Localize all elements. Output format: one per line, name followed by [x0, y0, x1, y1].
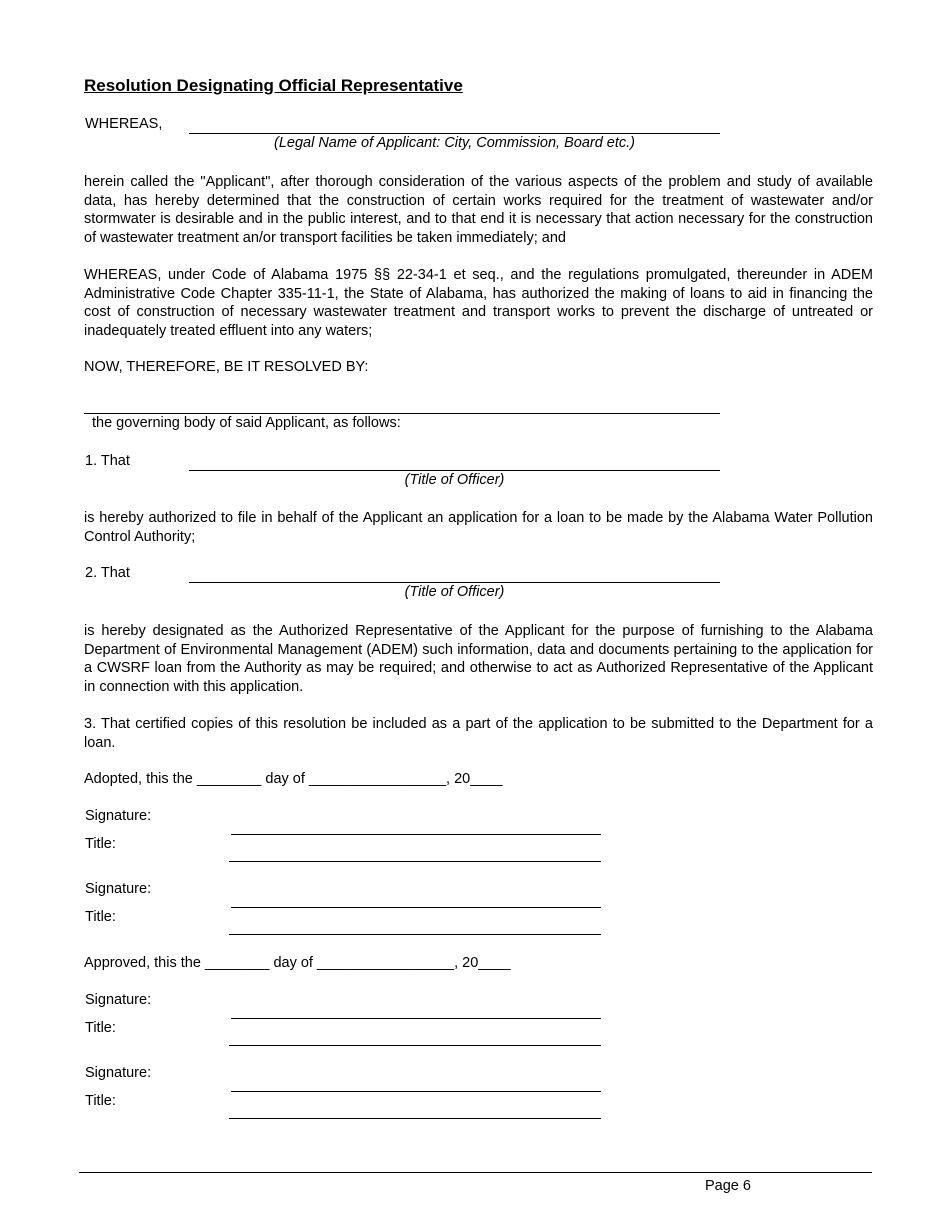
signature-label: Signature: [85, 1065, 152, 1081]
officer1-line[interactable] [189, 470, 720, 471]
applicant-name-line[interactable] [189, 133, 720, 134]
adopted-line: Adopted, this the ________ day of _________________, 20____ [84, 771, 503, 787]
signature-line[interactable] [231, 1091, 601, 1092]
whereas-label: WHEREAS, [85, 116, 163, 132]
title-line[interactable] [229, 1045, 601, 1046]
title-line[interactable] [229, 861, 601, 862]
footer-divider [79, 1172, 872, 1173]
item1-label: 1. That [85, 453, 130, 469]
item2-label: 2. That [85, 565, 130, 581]
signature-label: Signature: [85, 808, 152, 824]
paragraph-designated: is hereby designated as the Authorized Representative of the Applicant for the purpose of furnishing to the Alabama Department of Environmental Management (ADEM) such information, data and documents pertaining to the application for a CWSRF loan from the Authority as may be required; and otherwise to act as Authorized Representative of the Applicant in connection with this application. [84, 623, 873, 695]
title-line[interactable] [229, 1118, 601, 1119]
officer2-line[interactable] [189, 582, 720, 583]
resolved-heading: NOW, THEREFORE, BE IT RESOLVED BY: [84, 359, 369, 375]
page-title: Resolution Designating Official Representative [84, 76, 463, 95]
title-label: Title: [85, 836, 116, 852]
paragraph-authorized: is hereby authorized to file in behalf of the Applicant an application for a loan to be made by the Alabama Water Pollution Control Authority; [84, 510, 873, 545]
title-label: Title: [85, 909, 116, 925]
officer1-caption: (Title of Officer) [404, 472, 505, 488]
signature-line[interactable] [231, 907, 601, 908]
title-line[interactable] [229, 934, 601, 935]
paragraph-whereas-code: WHEREAS, under Code of Alabama 1975 §§ 22-34-1 et seq., and the regulations promulgated, thereunder in ADEM Administrative Code Chapter 335-11-1, the State of Alabama, has authorized the making of loans to aid in financing the cost of construction of necessary wastewater treatment and transport works to prevent the discharge of untreated or inadequately treated effluent into any waters; [84, 267, 873, 339]
approved-line: Approved, this the ________ day of _________________, 20____ [84, 955, 511, 971]
governing-body-line[interactable] [84, 413, 720, 414]
title-label: Title: [85, 1093, 116, 1109]
applicant-caption: (Legal Name of Applicant: City, Commission, Board etc.) [273, 135, 636, 151]
paragraph-certified: 3. That certified copies of this resolution be included as a part of the application to be submitted to the Department for a loan. [84, 716, 873, 751]
governing-text: the governing body of said Applicant, as follows: [92, 415, 401, 431]
paragraph-applicant: herein called the "Applicant", after thorough consideration of the various aspects of the problem and study of available data, has hereby determined that the construction of certain works required for the treatment of wastewater and/or stormwater is desirable and in the public interest, and to that end it is necessary that action necessary for the construction of wastewater treatment an/or transport facilities be taken immediately; and [84, 174, 873, 246]
signature-label: Signature: [85, 992, 152, 1008]
signature-line[interactable] [231, 834, 601, 835]
signature-label: Signature: [85, 881, 152, 897]
title-label: Title: [85, 1020, 116, 1036]
page-number: Page 6 [705, 1178, 751, 1194]
officer2-caption: (Title of Officer) [404, 584, 505, 600]
signature-line[interactable] [231, 1018, 601, 1019]
